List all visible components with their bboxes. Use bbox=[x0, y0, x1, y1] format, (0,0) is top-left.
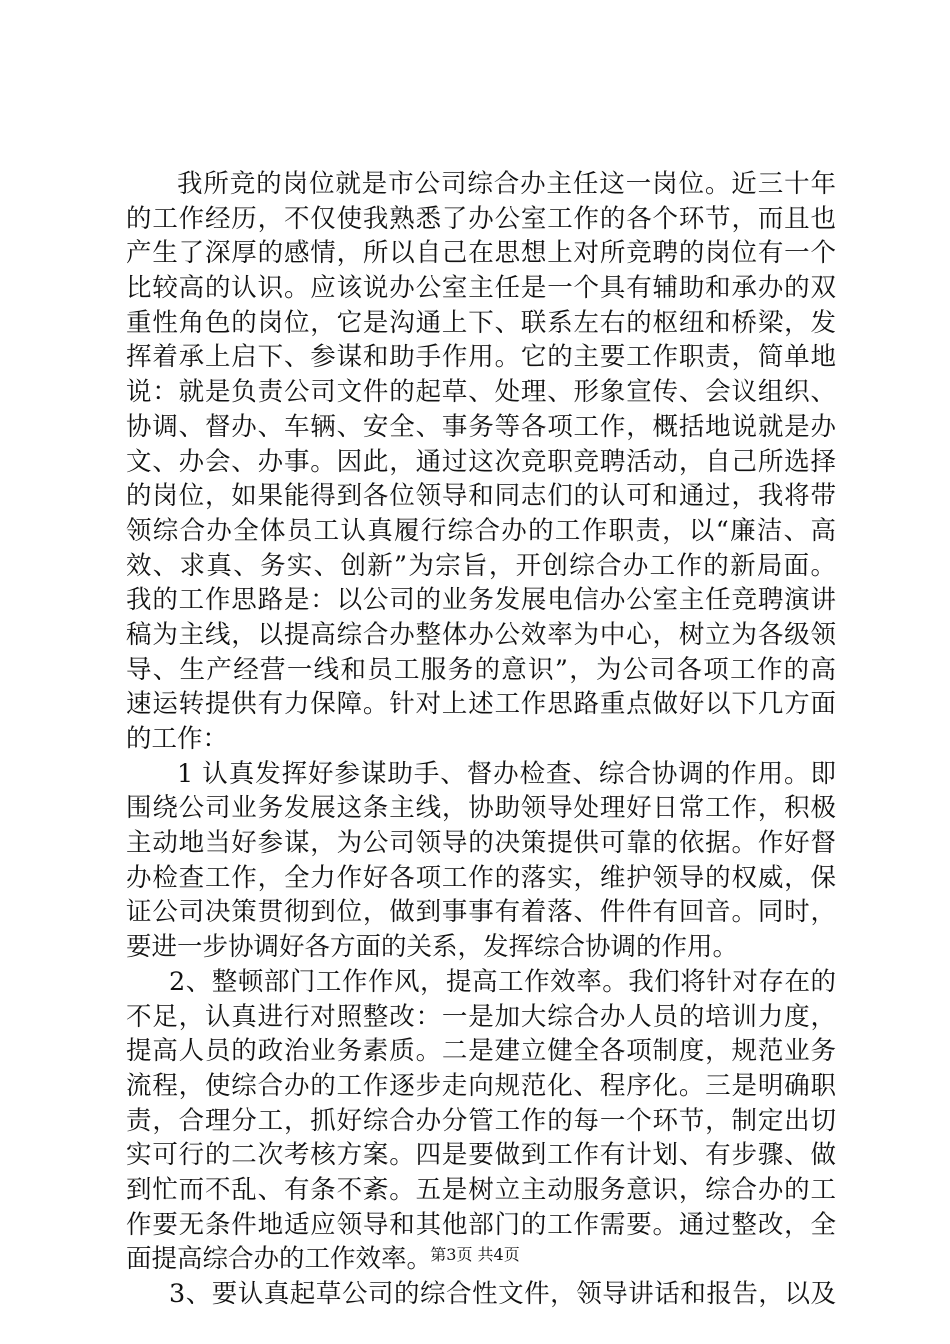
text-line: 导、生产经营一线和员工服务的意识”，为公司各项工作的高 bbox=[126, 654, 836, 685]
text-line: 实可行的二次考核方案。四是要做到工作有计划、有步骤、做 bbox=[126, 1140, 836, 1171]
text-line: 比较高的认识。应该说办公室主任是一个具有辅助和承办的双 bbox=[126, 273, 836, 304]
text-line: 面提高综合办的工作效率。 bbox=[126, 1244, 433, 1275]
text-line: 我所竞的岗位就是市公司综合办主任这一岗位。近三十年 bbox=[177, 169, 836, 199]
text-line: 到忙而不乱、有条不紊。五是树立主动服务意识，综合办的工 bbox=[126, 1174, 836, 1205]
text-line: 协调、督办、车辆、安全、事务等各项工作，概括地说就是办 bbox=[126, 411, 836, 442]
text-line: 效、求真、务实、创新”为宗旨，开创综合办工作的新局面。 bbox=[126, 550, 836, 581]
text-line: 领综合办全体员工认真履行综合办的工作职责，以“廉洁、高 bbox=[126, 515, 836, 546]
text-line: 围绕公司业务发展这条主线，协助领导处理好日常工作，积极 bbox=[126, 793, 836, 824]
text-line: 要进一步协调好各方面的关系，发挥综合协调的作用。 bbox=[126, 932, 739, 963]
document-body bbox=[126, 167, 836, 1312]
text-line: 3、要认真起草公司的综合性文件，领导讲话和报告，以及 bbox=[169, 1279, 836, 1309]
text-line: 重性角色的岗位，它是沟通上下、联系左右的枢纽和桥梁，发 bbox=[126, 307, 836, 338]
text-line: 责，合理分工，抓好综合办分管工作的每一个环节，制定出切 bbox=[126, 1105, 836, 1136]
text-line: 稿为主线，以提高综合办整体办公效率为中心，树立为各级领 bbox=[126, 619, 836, 650]
text-line: 产生了深厚的感情，所以自己在思想上对所竞聘的岗位有一个 bbox=[126, 238, 836, 269]
text-line: 挥着承上启下、参谋和助手作用。它的主要工作职责，简单地 bbox=[126, 342, 836, 373]
text-line: 速运转提供有力保障。针对上述工作思路重点做好以下几方面 bbox=[126, 689, 836, 720]
page-footer: 第3页 共4页 bbox=[430, 1245, 520, 1264]
text-line: 1 认真发挥好参谋助手、督办检查、综合协调的作用。即 bbox=[177, 758, 836, 789]
text-line: 文、办会、办事。因此，通过这次竞职竞聘活动，自己所选择 bbox=[126, 446, 836, 477]
text-line: 的岗位，如果能得到各位领导和同志们的认可和通过，我将带 bbox=[126, 481, 836, 512]
text-line: 办检查工作，全力作好各项工作的落实，维护领导的权威，保 bbox=[126, 862, 836, 893]
text-line: 流程，使综合办的工作逐步走向规范化、程序化。三是明确职 bbox=[126, 1070, 836, 1101]
text-line: 证公司决策贯彻到位，做到事事有着落、件件有回音。同时， bbox=[126, 897, 836, 928]
text-line: 我的工作思路是：以公司的业务发展电信办公室主任竞聘演讲 bbox=[126, 585, 836, 616]
text-line: 的工作： bbox=[126, 724, 229, 754]
text-line: 说：就是负责公司文件的起草、处理、形象宣传、会议组织、 bbox=[126, 377, 836, 408]
text-line: 不足，认真进行对照整改：一是加大综合办人员的培训力度， bbox=[126, 1001, 836, 1032]
text-line: 2、整顿部门工作作风，提高工作效率。我们将针对存在的 bbox=[169, 966, 836, 997]
text-line: 作要无条件地适应领导和其他部门的工作需要。通过整改，全 bbox=[126, 1209, 836, 1240]
text-line: 提高人员的政治业务素质。二是建立健全各项制度，规范业务 bbox=[126, 1036, 836, 1067]
text-line: 主动地当好参谋，为公司领导的决策提供可靠的依据。作好督 bbox=[126, 828, 836, 859]
text-line: 的工作经历，不仅使我熟悉了办公室工作的各个环节，而且也 bbox=[126, 203, 836, 234]
